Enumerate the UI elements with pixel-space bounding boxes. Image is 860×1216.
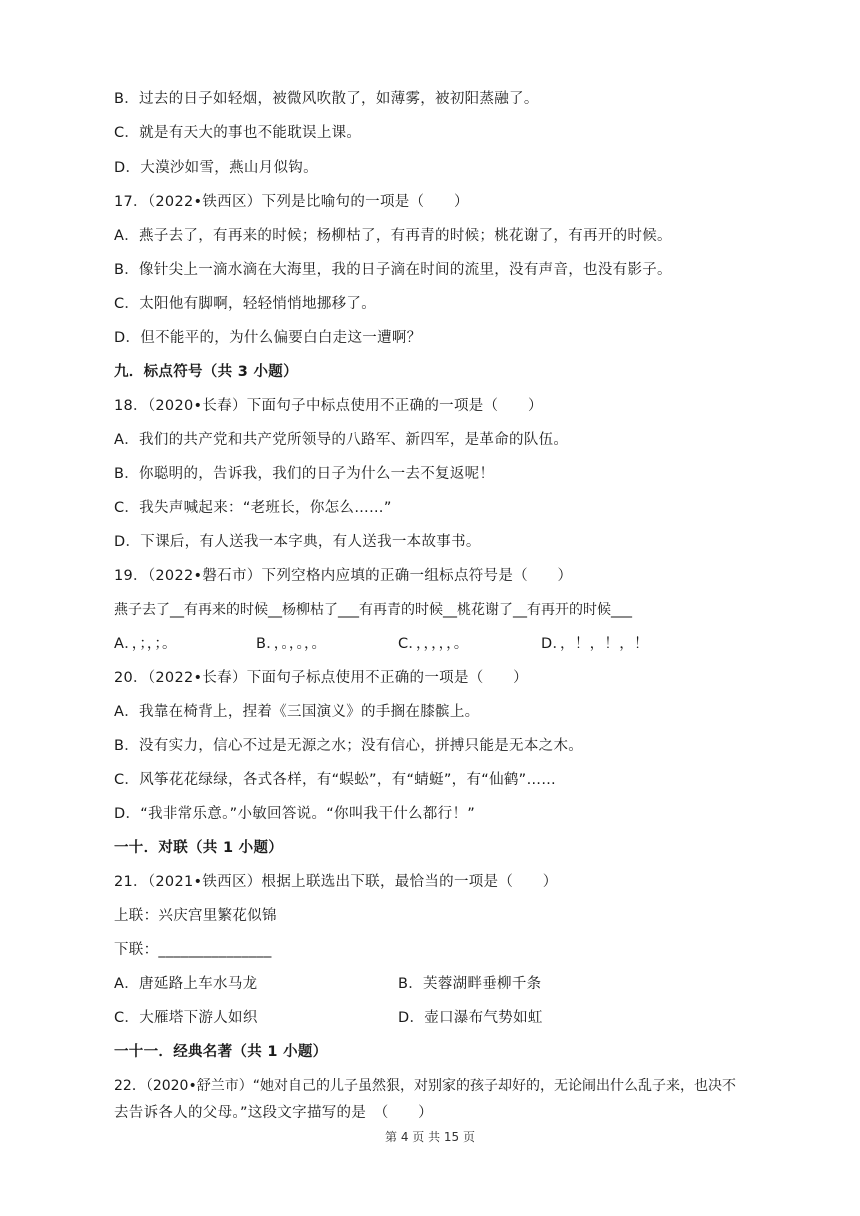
- q18-option-a: A．我们的共产党和共产党所领导的八路军、新四军，是革命的队伍。: [114, 432, 569, 448]
- q19-option-b: B．，。，。，。: [256, 636, 327, 652]
- question-22-continued: 去告诉各人的父母。”这段文字描写的是 （ ）: [114, 1105, 433, 1121]
- question-21: 21．（2021•铁西区）根据上联选出下联，最恰当的一项是（ ）: [114, 874, 558, 890]
- page-footer: 第 4 页 共 15 页: [385, 1130, 475, 1144]
- q19-option-d: D．，！，！，！: [541, 636, 649, 652]
- q18-option-b: B．你聪明的，告诉我，我们的日子为什么一去不复返呢！: [114, 466, 495, 482]
- q16-option-d: D．大漠沙如雪，燕山月似钩。: [114, 160, 318, 176]
- section-heading-10: 一十．对联（共 1 小题）: [114, 840, 284, 856]
- section-heading-11: 一十一．经典名著（共 1 小题）: [114, 1044, 328, 1060]
- q19-option-c: C．，，，，，。: [398, 636, 469, 652]
- q21-option-c: C．大雁塔下游人如织: [114, 1010, 258, 1026]
- q21-lower-couplet: 下联：_______________: [114, 942, 272, 958]
- q21-upper-couplet: 上联：兴庆宫里繁花似锦: [114, 908, 277, 924]
- q18-option-d: D．下课后，有人送我一本字典，有人送我一本故事书。: [114, 534, 481, 550]
- q16-option-b: B．过去的日子如轻烟，被微风吹散了，如薄雾，被初阳蒸融了。: [114, 91, 539, 107]
- q17-option-a: A．燕子去了，有再来的时候；杨柳枯了，有再青的时候；桃花谢了，有再开的时候。: [114, 228, 672, 244]
- question-22: 22．（2020•舒兰市）“她对自己的儿子虽然狠，对别家的孩子却好的，无论闹出什么乱子来，也决不: [114, 1078, 736, 1094]
- q21-option-b: B．芙蓉湖畔垂柳千条: [398, 976, 542, 992]
- q17-option-d: D．但不能平的，为什么偏要白白走这一遭啊？: [114, 330, 422, 346]
- section-heading-9: 九．标点符号（共 3 小题）: [114, 364, 298, 380]
- q19-sentence: 燕子去了__有再来的时候__杨柳枯了___有再青的时候__桃花谢了__有再开的时候___: [114, 602, 632, 618]
- q21-option-a: A．唐延路上车水马龙: [114, 976, 258, 992]
- question-19: 19．（2022•磐石市）下列空格内应填的正确一组标点符号是（ ）: [114, 568, 573, 584]
- question-20: 20．（2022•长春）下面句子标点使用不正确的一项是（ ）: [114, 670, 528, 686]
- q17-option-c: C．太阳他有脚啊，轻轻悄悄地挪移了。: [114, 296, 377, 312]
- q20-option-b: B．没有实力，信心不过是无源之水；没有信心，拼搏只能是无本之木。: [114, 738, 584, 754]
- question-18: 18．（2020•长春）下面句子中标点使用不正确的一项是（ ）: [114, 398, 543, 414]
- q17-option-b: B．像针尖上一滴水滴在大海里，我的日子滴在时间的流里，没有声音，也没有影子。: [114, 262, 672, 278]
- q21-option-d: D．壶口瀑布气势如虹: [398, 1010, 543, 1026]
- q18-option-c: C．我失声喊起来：“老班长，你怎么……”: [114, 500, 392, 516]
- q16-option-c: C．就是有天大的事也不能耽误上课。: [114, 125, 362, 141]
- q19-option-a: A．，；，；。: [114, 636, 177, 652]
- q20-option-a: A．我靠在椅背上，捏着《三国演义》的手搁在膝髌上。: [114, 704, 480, 720]
- q20-option-c: C．风筝花花绿绿，各式各样，有“蜈蚣”，有“蜻蜓”，有“仙鹤”……: [114, 772, 557, 788]
- q20-option-d: D．“我非常乐意。”小敏回答说。“你叫我干什么都行！”: [114, 806, 476, 822]
- question-17: 17．（2022•铁西区）下列是比喻句的一项是（ ）: [114, 194, 469, 210]
